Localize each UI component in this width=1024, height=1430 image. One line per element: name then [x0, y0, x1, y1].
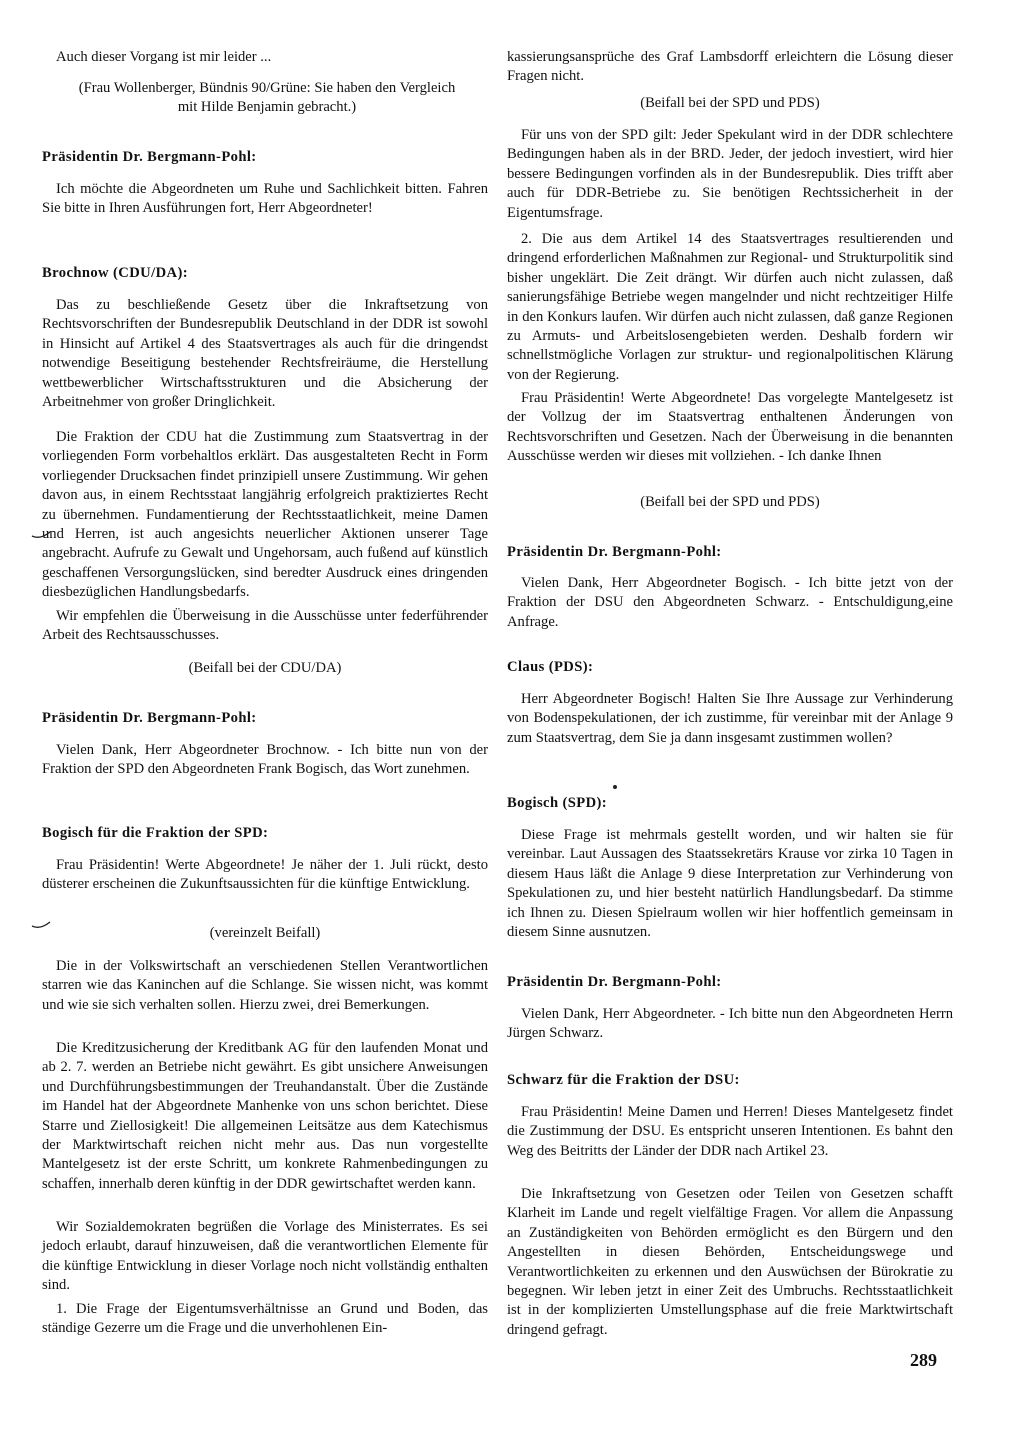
paragraph: Frau Präsidentin! Werte Abgeordnete! Je näher der 1. Juli rückt, desto düsterer erscheinen die Zukunftsaussichten für die künftige Entwicklung.: [42, 857, 488, 893]
pen-mark: [30, 910, 52, 932]
interjection: (vereinzelt Beifall): [209, 925, 321, 941]
paragraph: Diese Frage ist mehrmals gestellt worden, und wir halten sie für vereinbar. Laut Aussagen des Staatssekretärs Krause vor zirka 10 Tagen in diesem Haus läßt die Anlage 9 diese Interpretation zur Verhinderung von Spekulationen zu, und hier besteht natürlich Handlungsbedarf. Da stimme ich Ihnen zu. Diesen Spielraum wollen wir hier hoffentlich gemeinsam in diesem Sinne ausnutzen.: [507, 827, 953, 941]
interjection: (Beifall bei der SPD und PDS): [640, 95, 820, 111]
paragraph: Vielen Dank, Herr Abgeordneter Brochnow. - Ich bitte nun von der Fraktion der SPD den Abgeordneten Frank Bogisch, das Wort zunehmen.: [42, 742, 488, 778]
speaker-heading: Präsidentin Dr. Bergmann-Pohl:: [42, 710, 257, 726]
paragraph: Die Fraktion der CDU hat die Zustimmung zum Staatsvertrag in der vorliegenden Form vorbehaltlos erklärt. Das ausgestalteten Recht in Form vorliegender Drucksachen findet prinzipiell unsere Zustimmung. Wir gehen davon aus, in einem Rechtsstaat langjährig erfolgreich praktiziertes Recht zu übernehmen. Fundamentierung der Rechtsstaatlichkeit, meine Damen und Herren, ist auch angesichts neuerlicher Aktionen unserer Tage angebracht. Aufrufe zu Gewalt und Ungehorsam, auch fußend auf künstlich geschaffenen Versorgungslücken, sind beredter Ausdruck eines dringenden diesbezüglichen Handlungsbedarfs.: [42, 429, 488, 601]
paragraph: Wir Sozialdemokraten begrüßen die Vorlage des Ministerrates. Es sei jedoch erlaubt, darauf hinzuweisen, daß die verantwortlichen Elemente für die künftige Entwicklung in dieser Vorlage noch nicht vollständig enthalten sind.: [42, 1219, 488, 1294]
paragraph: Frau Präsidentin! Meine Damen und Herren! Dieses Mantelgesetz findet die Zustimmung der DSU. Es entspricht unseren Intentionen. Es bahnt den Weg des Beitritts der Länder der DDR nach Artikel 23.: [507, 1104, 953, 1159]
speaker-heading: Bogisch (SPD):: [507, 795, 608, 811]
speaker-heading: Schwarz für die Fraktion der DSU:: [507, 1072, 740, 1088]
speaker-heading: Brochnow (CDU/DA):: [42, 265, 188, 281]
paragraph: kassierungsansprüche des Graf Lambsdorff erleichtern die Lösung dieser Fragen nicht.: [507, 49, 953, 85]
paragraph: Die Inkraftsetzung von Gesetzen oder Teilen von Gesetzen schafft Klarheit im Lande und regelt vielfältige Fragen. Vor allem die Anpassung an Zuständigkeiten von Behörden ermöglicht es den Bürgern und den Angestellten in diesen Behörden, Entscheidungswege und Verantwortlichkeiten zu erkennen und den Auswüchsen der Bürokratie zu begegnen. Wir leben jetzt in einer Zeit des Umbruchs. Rechtsstaatlichkeit ist in der komplizierten Umstellungsphase auf die freie Marktwirtschaft dringend gefragt.: [507, 1186, 953, 1338]
speaker-heading: Bogisch für die Fraktion der SPD:: [42, 825, 269, 841]
speaker-heading: Präsidentin Dr. Bergmann-Pohl:: [42, 149, 257, 165]
pen-mark: [30, 520, 52, 542]
paragraph: Frau Präsidentin! Werte Abgeordnete! Das vorgelegte Mantelgesetz ist der Vollzug der im Staatsvertrag enthaltenen Änderungen von Rechtsvorschriften und Gesetzen. Nach der Überweisung in die benannten Ausschüsse werden wir dieses mit vollziehen. - Ich danke Ihnen: [507, 390, 953, 465]
paragraph: 2. Die aus dem Artikel 14 des Staatsvertrages resultierenden und dringend erforderlichen Maßnahmen zur Regional- und Strukturpolitik sind bisher ungeklärt. Die Zeit drängt. Wir dürfen auch nicht zulassen, daß sanierungsfähige Betriebe wegen mangelnder und nicht rechtzeitiger Hilfe in den Konkurs laufen. Wir dürfen auch nicht zulassen, daß ganze Regionen zu Armuts- und Arbeitslosengebieten werden. Deshalb fordern wir schnellstmögliche Vorlagen zur struktur- und regionalpolitischen Klärung von der Regierung.: [507, 231, 953, 383]
paragraph: Das zu beschließende Gesetz über die Inkraftsetzung von Rechtsvorschriften der Bundesrepublik Deutschland in der DDR ist sowohl in Hinsicht auf Artikel 4 des Staatsvertrages als auch für die dringendst notwendige Beseitigung bestehender Rechtsfreiräume, die Herstellung wettbewerblicher Wirtschaftsstrukturen und die Absicherung der Arbeitnehmer von großer Dringlichkeit.: [42, 297, 488, 411]
paragraph: Vielen Dank, Herr Abgeordneter Bogisch. - Ich bitte jetzt von der Fraktion der DSU den Abgeordneten Schwarz. - Entschuldigung,eine Anfrage.: [507, 575, 953, 630]
paragraph: 1. Die Frage der Eigentumsverhältnisse an Grund und Boden, das ständige Gezerre um die Frage und die unverhohlenen Ein-: [42, 1301, 488, 1337]
paragraph: Ich möchte die Abgeordneten um Ruhe und Sachlichkeit bitten. Fahren Sie bitte in Ihren Ausführungen fort, Herr Abgeordneter!: [42, 181, 488, 217]
speaker-heading: Claus (PDS):: [507, 659, 594, 675]
interjection: (Beifall bei der CDU/DA): [188, 660, 342, 676]
paragraph: Für uns von der SPD gilt: Jeder Spekulant wird in der DDR schlechtere Bedingungen haben als in der BRD. Jeder, der jedoch investiert, wird hier bessere Bedingungen vorfinden als in der Bundesrepublik. Dies trifft aber auch für DDR-Betriebe zu. Sie benötigen Rechtssicherheit in der Eigentumsfrage.: [507, 127, 953, 221]
paragraph: Auch dieser Vorgang ist mir leider ...: [56, 49, 272, 65]
paragraph: Die in der Volkswirtschaft an verschiedenen Stellen Verantwortlichen starren wie das Kaninchen auf die Schlange. Sie wissen nicht, was kommt und wie sie sich verhalten sollen. Hierzu zwei, drei Bemerkungen.: [42, 958, 488, 1013]
paragraph: Die Kreditzusicherung der Kreditbank AG für den laufenden Monat und ab 2. 7. werden an Betriebe nicht gewährt. Es gibt unsichere Anweisungen und Durchführungsbestimmungen der Treuhandanstalt. Über die Zustände im Handel hat der Abgeordnete Manhenke von uns schon berichtet. Diese Starre und Ziellosigkeit! Die allgemeinen Leitsätze aus dem Katechismus der Marktwirtschaft reichen nicht mehr aus. Das nun vorgestellte Mantelgesetz ist der erste Schritt, um konkrete Rahmenbedingungen zu schaffen, innerhalb deren künftig in der DDR gewirtschaftet werden kann.: [42, 1040, 488, 1192]
ink-dot: [612, 784, 618, 790]
paragraph: Vielen Dank, Herr Abgeordneter. - Ich bitte nun den Abgeordneten Herrn Jürgen Schwarz.: [507, 1006, 953, 1042]
page-number: 289: [910, 1350, 937, 1370]
speaker-heading: Präsidentin Dr. Bergmann-Pohl:: [507, 974, 722, 990]
paragraph: Herr Abgeordneter Bogisch! Halten Sie Ihre Aussage zur Verhinderung von Bodenspekulationen, der ich zustimme, für vereinbar mit der Anlage 9 zum Staatsvertrag, dem Sie ja dann insgesamt zustimmen wollen?: [507, 691, 953, 746]
paragraph: Wir empfehlen die Überweisung in die Ausschüsse unter federführender Arbeit des Rechtsausschusses.: [42, 608, 488, 644]
interjection: (Frau Wollenberger, Bündnis 90/Grüne: Sie haben den Vergleich mit Hilde Benjamin gebracht.): [78, 80, 456, 116]
speaker-heading: Präsidentin Dr. Bergmann-Pohl:: [507, 544, 722, 560]
interjection: (Beifall bei der SPD und PDS): [640, 494, 820, 510]
